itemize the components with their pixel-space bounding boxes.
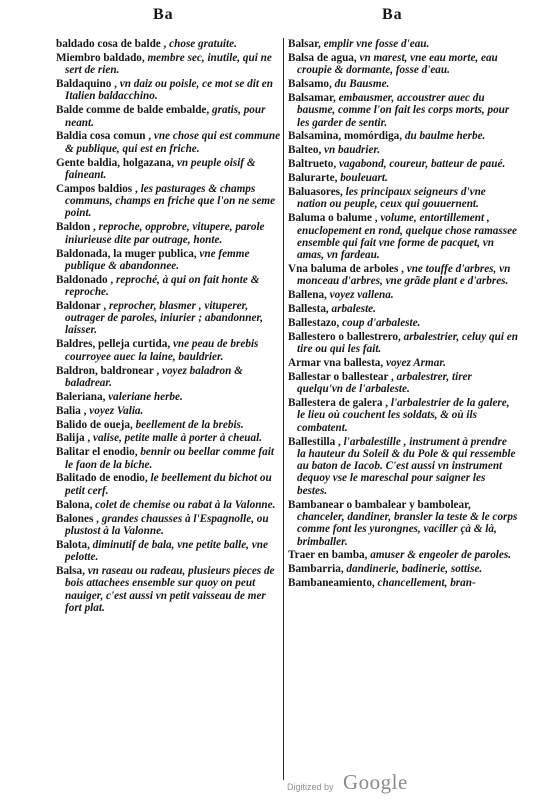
entry-definition: reprocher, blasmer , vituperer, outrager de paroles, iniurier ; abandonner, laisser. xyxy=(65,299,263,337)
entry-definition: dandinerie, badinerie, sottise. xyxy=(346,563,483,576)
left-column xyxy=(56,38,284,616)
entry-definition: embausmer, accoustrer auec du bausme, comme l'on fait les corps morts, pour les garder de sentir. xyxy=(297,91,510,129)
entry-definition: voyez vallena. xyxy=(329,289,394,302)
entry-definition: vn baudrier. xyxy=(324,144,380,157)
entry-definition: valise, petite malle à porter à cheual. xyxy=(92,432,263,445)
entry-definition: gratis, pour neant. xyxy=(65,104,266,129)
entry-headword: Baldon , xyxy=(56,221,96,234)
entry-definition: vn peuple oisif & faineant. xyxy=(65,156,256,181)
entry-headword: Balsamo, xyxy=(288,78,332,91)
dictionary-entry xyxy=(288,172,518,184)
header-left: Ba xyxy=(153,6,174,23)
dictionary-entry xyxy=(56,104,284,129)
entry-headword: Vna baluma de arboles , xyxy=(288,262,404,275)
entry-definition: reproché, à qui on fait honte & reproche. xyxy=(65,273,260,298)
dictionary-entry xyxy=(56,472,284,497)
entry-headword: Bambaneamiento, xyxy=(288,577,375,590)
dictionary-entry xyxy=(288,317,518,329)
entry-headword: Balido de oueja, xyxy=(56,418,133,431)
entry-definition: colet de chemise ou rabat à la Valonne. xyxy=(95,498,276,511)
entry-definition: emplir vne fosse d'eau. xyxy=(323,38,430,50)
dictionary-entry xyxy=(56,539,284,564)
entry-headword: Balia , xyxy=(56,404,87,417)
dictionary-entry xyxy=(288,212,518,261)
entry-definition: membre sec, inutile, qui ne sert de rien. xyxy=(65,51,272,77)
entry-headword: Baldonar , xyxy=(56,299,107,312)
entry-definition: vn raseau ou radeau, plusieurs pieces de bois attachees ensemble sur quoy on peut nauiger, c'est aussi vn petit vaisseau de mer fort plat. xyxy=(65,564,275,614)
entry-definition: arbaleste. xyxy=(331,303,376,316)
dictionary-entry xyxy=(56,338,284,363)
entry-definition: vn daiz ou poisle, ce mot se dit en Italien baldacchino. xyxy=(65,78,273,103)
dictionary-entry xyxy=(56,300,284,337)
dictionary-entry xyxy=(288,563,518,575)
entry-headword: Baldonado , xyxy=(56,273,114,286)
dictionary-entry xyxy=(288,92,518,129)
entry-headword: Baldaquino , xyxy=(56,78,117,91)
entry-definition: chanceler, dandiner, bransler la teste & le corps comme font les yurongnes, vaciller çà & là, brimballer. xyxy=(297,510,518,548)
dictionary-entry xyxy=(56,78,284,103)
entry-headword: Balsamina, momórdiga, xyxy=(288,130,403,143)
dictionary-entry xyxy=(56,432,284,444)
entry-headword: Bambarria, xyxy=(288,563,344,576)
entry-headword: Baluasores, xyxy=(288,186,343,199)
entry-definition: voyez baladron & baladrear. xyxy=(65,364,243,389)
dictionary-entry xyxy=(288,577,518,589)
entry-headword: Balsar, xyxy=(288,38,321,50)
entry-definition: reproche, opprobre, vitupere, parole iniurieuse dite par outrage, honte. xyxy=(65,221,265,246)
entry-headword: Ballesta, xyxy=(288,303,329,316)
google-logo: Google xyxy=(343,770,408,794)
entry-headword: Ballestazo, xyxy=(288,316,340,329)
entry-definition: vne femme publique & abandonnee. xyxy=(65,247,250,272)
page-header xyxy=(0,2,553,26)
dictionary-entry xyxy=(288,52,518,77)
right-column xyxy=(288,38,518,591)
entry-headword: Bambanear o bambalear y bambolear, xyxy=(288,498,471,511)
entry-definition: les principaux seigneurs d'vne nation ou peuple, ceux qui gouuernent. xyxy=(297,186,486,211)
dictionary-entry xyxy=(56,248,284,273)
entry-headword: Baltrueto, xyxy=(288,158,337,171)
dictionary-entry xyxy=(288,263,518,288)
dictionary-entry xyxy=(288,158,518,170)
entry-headword: Campos baldios , xyxy=(56,182,138,195)
dictionary-entry xyxy=(288,289,518,301)
dictionary-entry xyxy=(288,357,518,369)
entry-headword: Baluma o balume , xyxy=(288,212,378,225)
entry-definition: vne chose qui est commune & publique, qui est en friche. xyxy=(65,130,281,155)
entry-headword: Baleriana, xyxy=(56,390,106,403)
entry-definition: arbalestrier, celuy qui en tire ou qui les fait. xyxy=(297,330,518,356)
dictionary-entry xyxy=(56,274,284,299)
dictionary-entry xyxy=(288,331,518,356)
entry-headword: Balurarte, xyxy=(288,172,338,185)
entry-definition: chancellement, bran- xyxy=(377,577,476,590)
dictionary-entry xyxy=(288,130,518,142)
entry-headword: Traer en bamba, xyxy=(288,549,368,562)
dictionary-entry xyxy=(56,565,284,614)
dictionary-entry xyxy=(56,499,284,511)
entry-definition: voyez Valia. xyxy=(89,404,144,417)
entry-headword: Balsa de agua, xyxy=(288,51,357,64)
entry-definition: voyez Armar. xyxy=(386,357,446,370)
dictionary-entry xyxy=(288,397,518,434)
entry-definition: coup d'arbaleste. xyxy=(342,316,421,329)
dictionary-entry xyxy=(56,130,284,155)
entry-definition: vne peau de brebis courroyee auec la laine, bauldrier. xyxy=(65,338,259,363)
entry-headword: Balsamar, xyxy=(288,91,336,104)
entry-headword: Ballena, xyxy=(288,289,327,302)
entry-headword: Ballestera de galera , xyxy=(288,397,389,410)
dictionary-entry xyxy=(288,78,518,90)
entry-headword: Balitado de enodio, xyxy=(56,472,148,485)
dictionary-entry xyxy=(288,436,518,497)
dictionary-entry xyxy=(288,549,518,561)
entry-headword: Balija , xyxy=(56,432,91,445)
entry-definition: beellement de la brebis. xyxy=(135,418,244,431)
entry-definition: l'arbalestrier de la galere, le lieu où couchent les soldats, & où ils combatent. xyxy=(297,397,510,434)
dictionary-entry xyxy=(288,303,518,315)
entry-definition: chose gratuite. xyxy=(169,38,237,50)
entry-definition: amuser & engeoler de paroles. xyxy=(370,549,512,562)
entry-definition: les pasturages & champs communs, champs en friche que l'on ne seme point. xyxy=(65,182,276,220)
entry-definition: volume, entortillement , enuclopement en rond, quelque chose ramassee ensemble qui fait vne forme de pacquet, vn amas, vn fardeau. xyxy=(297,212,518,262)
entry-headword: Ballestar o ballestear , xyxy=(288,370,394,383)
entry-headword: Ballestilla , xyxy=(288,435,341,448)
entry-definition: le beellement du bichot ou petit cerf. xyxy=(65,472,272,497)
entry-headword: Balteo, xyxy=(288,144,322,157)
entry-definition: valeriane herbe. xyxy=(108,390,183,403)
entry-definition: arbalestrer, tirer quelqu'vn de l'arbaleste. xyxy=(297,370,472,396)
entry-definition: du Bausme. xyxy=(334,78,390,91)
entry-headword: Balota, xyxy=(56,538,90,551)
entry-definition: vagabond, coureur, batteur de paué. xyxy=(338,158,506,171)
digitized-by-label: Digitized by xyxy=(287,782,334,792)
dictionary-entry xyxy=(56,513,284,538)
dictionary-entry xyxy=(56,221,284,246)
entry-headword: Baldonada, la muger publica, xyxy=(56,247,197,260)
dictionary-entry xyxy=(56,183,284,220)
entry-headword: Ballestero o ballestrero, xyxy=(288,330,401,343)
dictionary-entry xyxy=(56,405,284,417)
entry-headword: Balde comme de balde embalde, xyxy=(56,104,210,117)
dictionary-entry xyxy=(288,186,518,211)
entry-definition: vne touffe d'arbres, vn monceau d'arbres, vne grãde plant e d'arbres. xyxy=(297,262,511,288)
header-right: Ba xyxy=(382,6,403,23)
entry-definition: bennir ou beellar comme fait le faon de la biche. xyxy=(65,446,274,471)
entry-headword: Balones , xyxy=(56,512,99,525)
dictionary-entry xyxy=(56,419,284,431)
dictionary-entry xyxy=(288,499,518,548)
entry-headword: Balona, xyxy=(56,498,93,511)
entry-headword: baldado cosa de balde , xyxy=(56,38,167,50)
dictionary-entry xyxy=(288,38,518,50)
dictionary-entry xyxy=(56,391,284,403)
digitization-watermark xyxy=(287,770,547,800)
entry-definition: bouleuart. xyxy=(340,172,388,185)
entry-definition: du baulme herbe. xyxy=(404,130,486,143)
entry-headword: Armar vna ballesta, xyxy=(288,357,384,370)
entry-headword: Baldron, baldronear , xyxy=(56,364,160,377)
dictionary-entry xyxy=(56,365,284,390)
entry-headword: Balitar el enodio, xyxy=(56,446,138,459)
entry-definition: grandes chausses à l'Espagnolle, ou plustost à la Valonne. xyxy=(65,512,269,537)
dictionary-entry xyxy=(288,371,518,396)
entry-headword: Balsa, xyxy=(56,564,85,577)
entry-headword: Baldres, pelleja curtida, xyxy=(56,338,171,351)
entry-headword: Baldia cosa comun , xyxy=(56,130,152,143)
dictionary-entry xyxy=(56,446,284,471)
dictionary-entry xyxy=(56,38,284,50)
dictionary-entry xyxy=(56,52,284,77)
entry-headword: Miembro baldado, xyxy=(56,51,145,64)
entry-definition: l'arbalestille , instrument à prendre la hauteur du Soleil & du Pole & qui ressemble au baton de Iacob. C'est aussi vn instrument dequoy vse le mareschal pour saigner les bestes. xyxy=(297,435,516,497)
dictionary-entry xyxy=(56,157,284,182)
entry-definition: diminutif de bala, vne petite balle, vne pelotte. xyxy=(65,538,268,564)
dictionary-entry xyxy=(288,144,518,156)
entry-definition: vn marest, vne eau morte, eau croupie & dormante, fosse d'eau. xyxy=(297,51,498,77)
entry-headword: Gente baldia, holgazana, xyxy=(56,156,175,169)
